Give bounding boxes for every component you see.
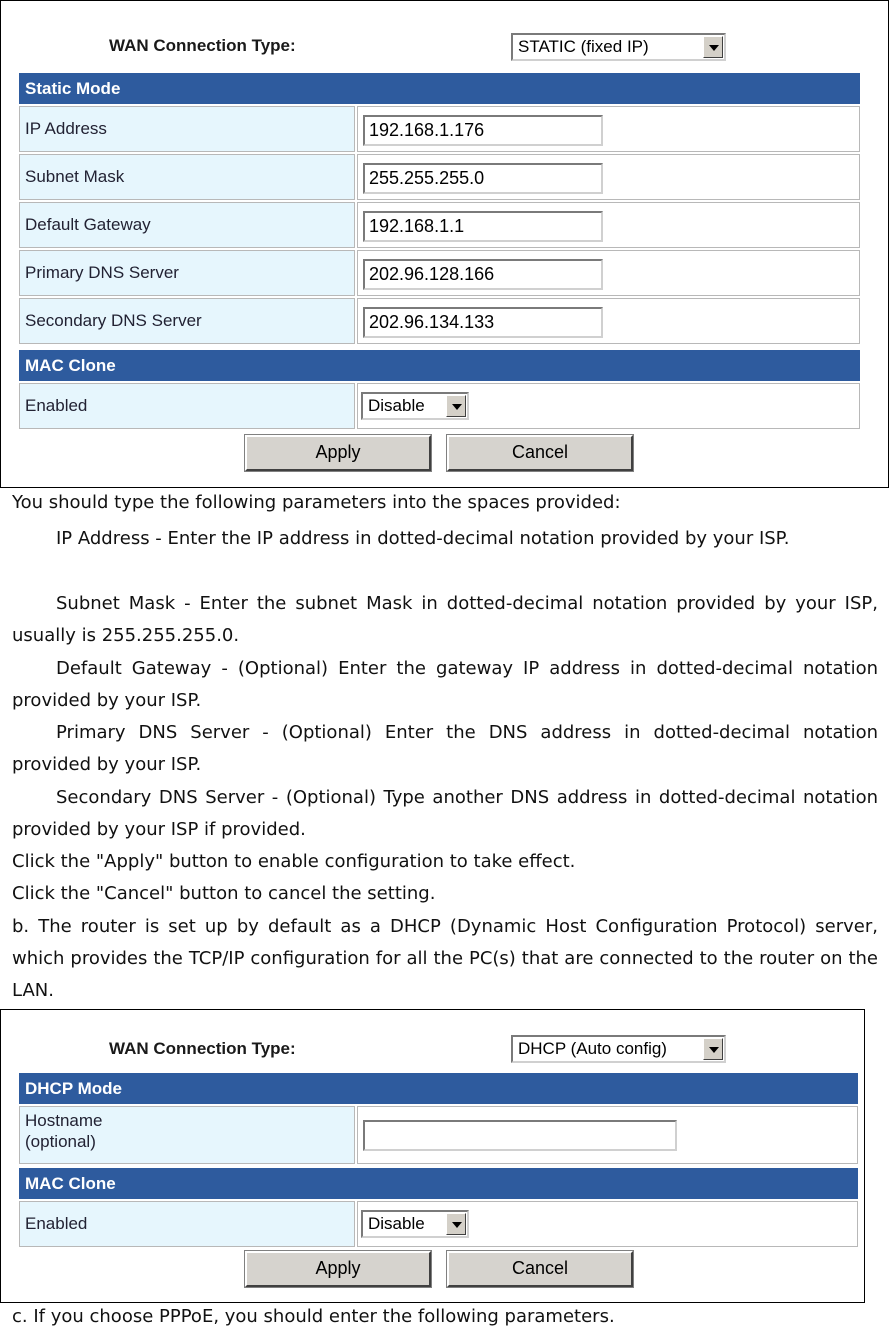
mac-clone-row xyxy=(19,1201,858,1247)
subnet-mask-description: Subnet Mask - Enter the subnet Mask in dotted-decimal notation provided by your ISP, usually is 255.255.255.0. xyxy=(12,593,878,646)
chevron-down-icon[interactable] xyxy=(446,395,466,417)
wan-connection-type-select[interactable] xyxy=(511,1035,726,1063)
ip-address-input[interactable]: 192.168.1.176 xyxy=(363,115,603,146)
primary-dns-cell xyxy=(357,250,860,296)
mac-enabled-select[interactable] xyxy=(361,392,469,420)
dhcp-description: b. The router is set up by default as a DHCP (Dynamic Host Configuration Protocol) server, which provides the TCP/IP configuration for all the PC(s) that are connected to the router on the LAN. xyxy=(12,916,878,1001)
wan-connection-type-label: WAN Connection Type: xyxy=(109,36,296,55)
mac-enabled-label: Enabled xyxy=(19,383,355,429)
secondary-dns-description: Secondary DNS Server - (Optional) Type another DNS address in dotted-decimal notation provided by your ISP if provided. xyxy=(12,787,878,840)
default-gateway-label: Default Gateway xyxy=(19,202,355,248)
mac-enabled-cell xyxy=(357,383,860,429)
cancel-button[interactable]: Cancel xyxy=(447,1251,633,1287)
secondary-dns-label: Secondary DNS Server xyxy=(19,298,355,344)
chevron-down-icon[interactable] xyxy=(703,1038,723,1060)
mac-enabled-value: Disable xyxy=(368,396,425,415)
cancel-button[interactable]: Cancel xyxy=(447,435,633,471)
wan-connection-type-label: WAN Connection Type: xyxy=(109,1039,296,1058)
subnet-mask-row xyxy=(19,154,860,200)
subnet-mask-input[interactable]: 255.255.255.0 xyxy=(363,163,603,194)
primary-dns-description: Primary DNS Server - (Optional) Enter the DNS address in dotted-decimal notation provided by your ISP. xyxy=(12,722,878,775)
default-gateway-row xyxy=(19,202,860,248)
mac-enabled-label: Enabled xyxy=(19,1201,355,1247)
ip-address-row xyxy=(19,106,860,152)
mac-clone-row xyxy=(19,383,860,429)
hostname-input[interactable] xyxy=(363,1120,677,1151)
apply-button[interactable]: Apply xyxy=(245,435,431,471)
default-gateway-input[interactable]: 192.168.1.1 xyxy=(363,211,603,242)
cancel-note: Click the "Cancel" button to cancel the setting. xyxy=(12,883,436,904)
static-config-panel xyxy=(0,0,889,488)
apply-button[interactable]: Apply xyxy=(245,1251,431,1287)
default-gateway-description: Default Gateway - (Optional) Enter the gateway IP address in dotted-decimal notation provided by your ISP. xyxy=(12,658,878,711)
mac-enabled-value: Disable xyxy=(368,1214,425,1233)
static-mode-header: Static Mode xyxy=(19,73,860,104)
hostname-label-line1: Hostname xyxy=(25,1111,103,1130)
secondary-dns-row xyxy=(19,298,860,344)
apply-note: Click the "Apply" button to enable configuration to take effect. xyxy=(12,851,576,872)
wan-connection-type-value: DHCP (Auto config) xyxy=(518,1039,667,1058)
secondary-dns-input[interactable]: 202.96.134.133 xyxy=(363,307,603,338)
chevron-down-icon[interactable] xyxy=(446,1213,466,1235)
primary-dns-label: Primary DNS Server xyxy=(19,250,355,296)
secondary-dns-cell xyxy=(357,298,860,344)
ip-address-label: IP Address xyxy=(19,106,355,152)
mac-enabled-cell xyxy=(357,1201,858,1247)
mac-enabled-select[interactable] xyxy=(361,1210,469,1238)
default-gateway-cell xyxy=(357,202,860,248)
primary-dns-input[interactable]: 202.96.128.166 xyxy=(363,259,603,290)
hostname-label-line2: (optional) xyxy=(25,1132,96,1151)
hostname-row xyxy=(19,1106,858,1164)
hostname-label xyxy=(19,1106,355,1164)
dhcp-mode-header: DHCP Mode xyxy=(19,1073,858,1104)
ip-address-description: IP Address - Enter the IP address in dotted-decimal notation provided by your ISP. xyxy=(56,528,790,549)
dhcp-config-panel xyxy=(0,1009,865,1303)
wan-connection-type-select[interactable] xyxy=(511,33,726,61)
wan-connection-type-value: STATIC (fixed IP) xyxy=(518,37,649,56)
mac-clone-header: MAC Clone xyxy=(19,350,860,381)
pppoe-intro-text: c. If you choose PPPoE, you should enter the following parameters. xyxy=(12,1306,615,1327)
subnet-mask-label: Subnet Mask xyxy=(19,154,355,200)
hostname-cell xyxy=(357,1106,858,1164)
ip-address-cell xyxy=(357,106,860,152)
subnet-mask-cell xyxy=(357,154,860,200)
chevron-down-icon[interactable] xyxy=(703,36,723,58)
primary-dns-row xyxy=(19,250,860,296)
mac-clone-header: MAC Clone xyxy=(19,1168,858,1199)
intro-text: You should type the following parameters into the spaces provided: xyxy=(12,492,621,513)
